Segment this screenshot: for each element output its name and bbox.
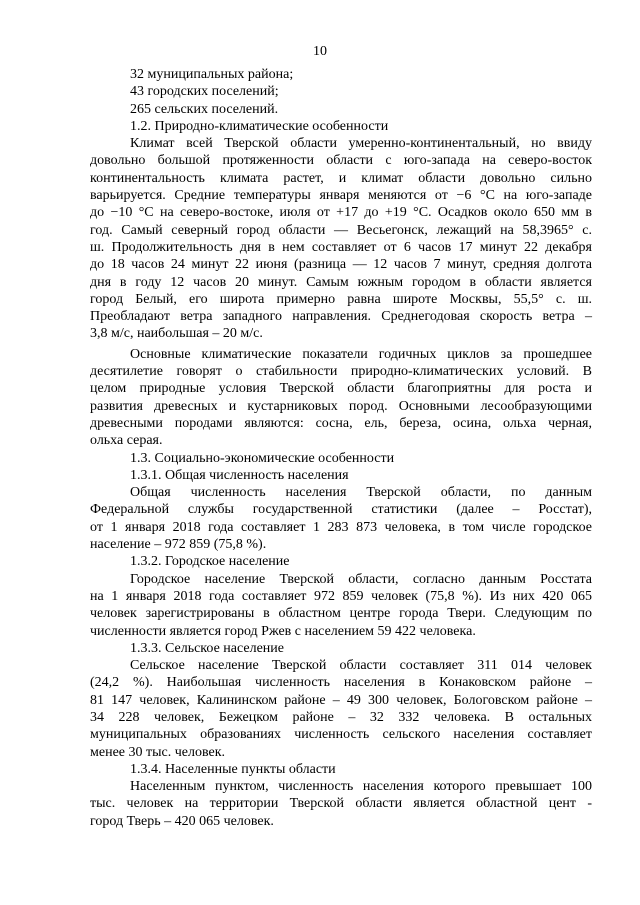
text-line: Сельское население Тверской области составляет 311 014 человек	[130, 658, 592, 674]
text-line: город Тверь – 420 065 человек.	[90, 813, 274, 829]
text-line: Федеральной службы государственной статистики (далее – Росстат),	[90, 502, 592, 518]
section-heading: 1.3. Социально-экономические особенности	[130, 450, 395, 466]
text-line: на 1 января 2018 года составляет 972 859 человек (75,8 %). Из них 420 065	[90, 588, 592, 604]
subsection-heading: 1.3.1. Общая численность населения	[130, 467, 349, 483]
text-line: континентальность климата растет, и климат области довольно сильно	[90, 170, 592, 186]
text-line: древесными породами являются: сосна, ель, береза, осина, ольха черная,	[90, 415, 592, 431]
text-line: от 1 января 2018 года составляет 1 283 873 человека, в том числе городское	[90, 519, 592, 535]
text-line: 34 228 человек, Бежецком районе – 32 332 человека. В остальных	[90, 709, 592, 725]
list-item: 32 муниципальных района;	[130, 67, 294, 82]
text-line: довольно большой протяженности области с юго-запада на северо-восток	[90, 153, 592, 169]
text-line: до −10 °C на северо-востоке, июля от +17 до +19 °C. Осадков около 650 мм в	[90, 205, 592, 221]
list-item: 265 сельских поселений.	[130, 101, 279, 117]
text-line: (24,2 %). Наибольшая численность населения в Конаковском районе –	[90, 675, 592, 691]
text-line: Основные климатические показатели годичных циклов за прошедшее	[130, 346, 592, 362]
text-line: 3,8 м/с, наибольшая – 20 м/с.	[90, 326, 263, 342]
text-line: дня в году 12 часов 20 минут. Самым южным городом в области является	[90, 274, 592, 290]
text-line: развития древесных и кустарниковых пород. Основными лесообразующими	[90, 398, 592, 414]
text-line: Населенным пунктом, численность населения которого превышает 100	[130, 779, 592, 795]
paragraph-settlements	[90, 778, 592, 830]
subsection-heading: 1.3.4. Населенные пункты области	[130, 761, 336, 777]
text-line: варьируется. Средние температуры января меняются от −6 °C на юго-западе	[90, 188, 592, 204]
text-line: Городское население Тверской области, согласно данным Росстата	[130, 571, 592, 587]
text-line: ш. Продолжительность дня в нем составляет от 6 часов 17 минут 22 декабря	[90, 239, 592, 255]
subsection-heading: 1.3.3. Сельское население	[130, 640, 284, 656]
paragraph-climate	[90, 135, 592, 343]
text-line: 81 147 человек, Калининском районе – 49 300 человек, Бологовском районе –	[90, 692, 592, 708]
text-line: муниципальных образованиях численность сельского населения составляет	[90, 727, 592, 743]
text-line: до 18 часов 24 минут 22 июня (разница — 12 часов 7 минут, средняя долгота	[90, 257, 592, 273]
subsection-heading: 1.3.2. Городское население	[130, 554, 290, 570]
list-item: 43 городских поселений;	[130, 84, 279, 100]
paragraph-urban-population	[90, 571, 592, 640]
paragraph-population	[90, 484, 592, 553]
text-line: целом природные условия Тверской области благоприятны для роста и	[90, 381, 592, 397]
page-content	[90, 66, 592, 830]
text-line: ольха серая.	[90, 433, 163, 449]
section-heading: 1.2. Природно-климатические особенности	[130, 118, 389, 134]
text-line: тыс. человек на территории Тверской области является областной цент -	[90, 796, 592, 812]
text-line: человек зарегистрированы в областном центре города Твери. Следующим по	[90, 606, 592, 622]
text-line: десятилетие говорят о стабильности природно-климатических условий. В	[90, 364, 592, 380]
text-line: численности является город Ржев с населением 59 422 человека.	[90, 623, 476, 639]
page-number: 10	[313, 44, 327, 59]
text-line: Преобладают ветра западного направления. Среднегодовая скорость ветра –	[90, 309, 592, 325]
text-line: год. Самый северный город области — Весьегонск, лежащий на 58,3965° с.	[90, 222, 592, 238]
text-line: город Белый, его широта примерно равна широте Москвы, 55,5° с. ш.	[90, 291, 592, 307]
paragraph-rural-population	[90, 657, 592, 761]
text-line: менее 30 тыс. человек.	[90, 744, 226, 760]
paragraph-climate-indicators	[90, 346, 592, 450]
text-line: население – 972 859 (75,8 %).	[90, 537, 267, 553]
text-line: Климат всей Тверской области умеренно-континентальный, но ввиду	[130, 136, 592, 152]
text-line: Общая численность населения Тверской области, по данным	[130, 485, 592, 501]
